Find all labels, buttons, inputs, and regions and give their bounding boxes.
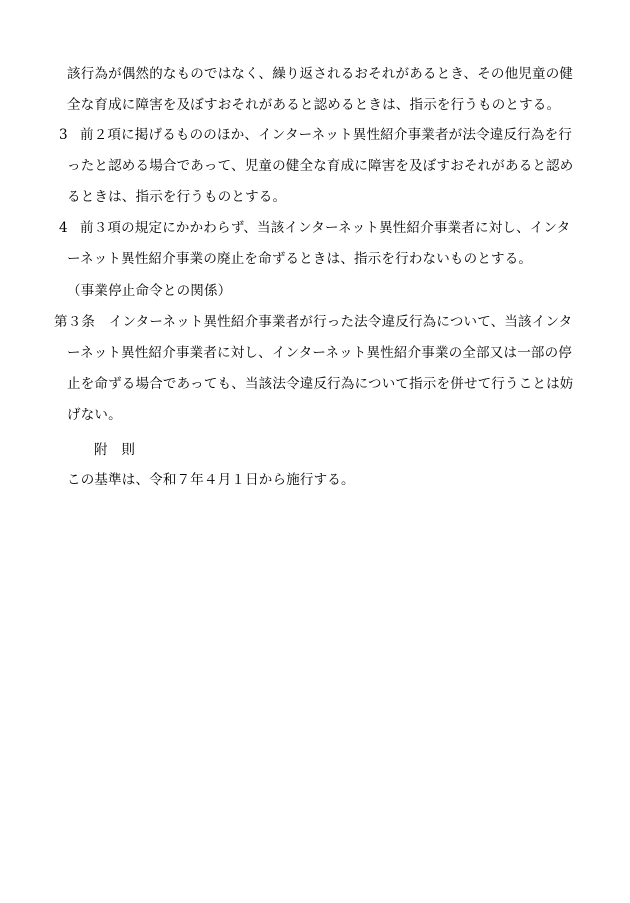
para2-line2: 全な育成に障害を及ぼすおそれがあると認めるときは、指示を行うものとする。	[67, 97, 561, 113]
para4-line2: ーネット異性紹介事業の廃止を命ずるときは、指示を行わないものとする。	[67, 251, 533, 267]
article3-line2: ーネット異性紹介事業者に対し、インターネット異性紹介事業の全部又は一部の停	[67, 345, 573, 361]
para3-line1: 前２項に掲げるもののほか、インターネット異性紹介事業者が法令違反行為を行	[80, 127, 572, 143]
article3-heading: （事業停止命令との関係）	[67, 283, 232, 299]
para4-number: 4	[59, 220, 68, 236]
para2-line1: 該行為が偶然的なものではなく、繰り返されるおそれがあるとき、その他児童の健	[67, 66, 574, 82]
para3-line2: ったと認める場合であって、児童の健全な育成に障害を及ぼすおそれがあると認め	[67, 158, 574, 174]
article3-line4: げない。	[67, 407, 122, 423]
supplementary-text: この基準は、令和７年４月１日から施行する。	[67, 472, 355, 488]
para3-line3: るときは、指示を行うものとする。	[67, 189, 287, 205]
para4-line1: 前３項の規定にかかわらず、当該インターネット異性紹介事業者に対し、インタ	[80, 220, 571, 236]
article3-line3: 止を命ずる場合であっても、当該法令違反行為について指示を併せて行うことは妨	[67, 376, 574, 392]
para3-number: 3	[59, 127, 68, 143]
article3-line1: 第３条 インターネット異性紹介事業者が行った法令違反行為について、当該インタ	[54, 314, 573, 330]
supplementary-heading: 附 則	[94, 442, 136, 458]
